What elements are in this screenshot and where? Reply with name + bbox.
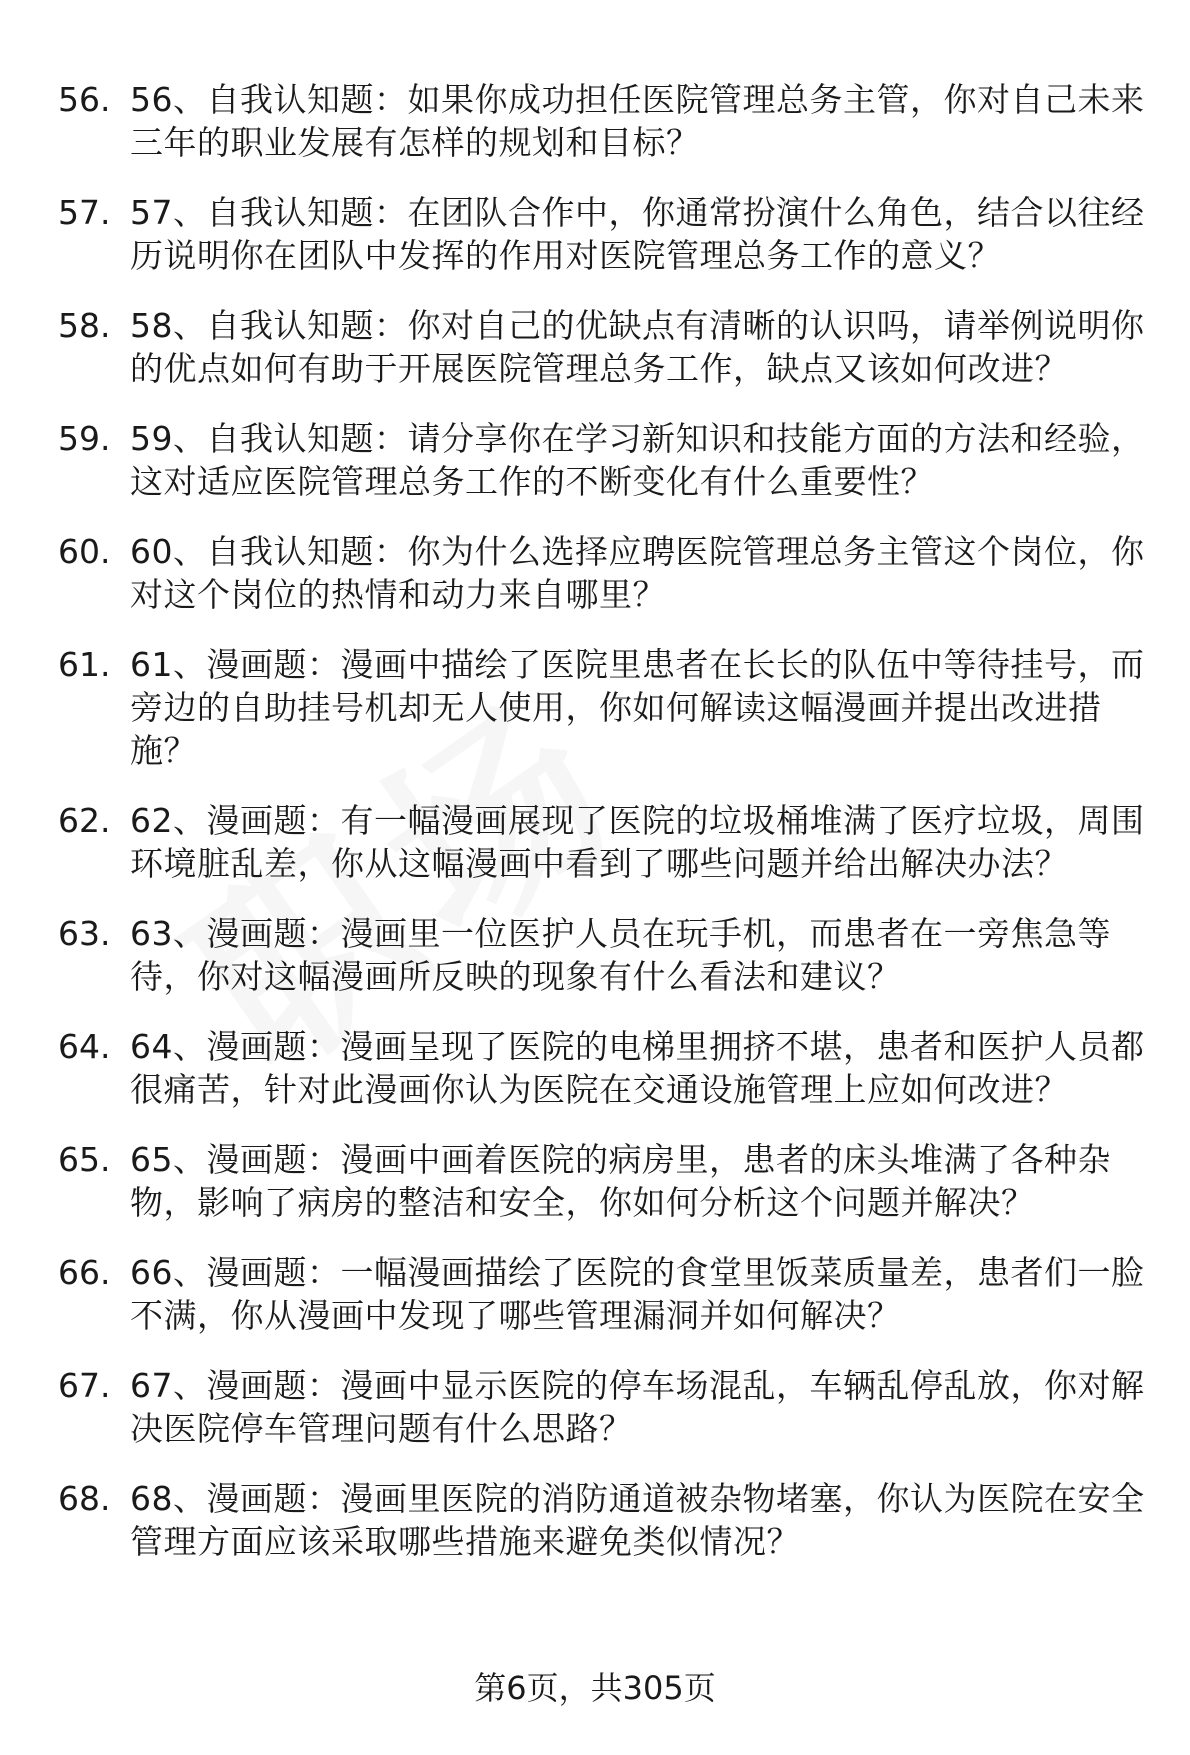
item-text: 61、漫画题：漫画中描绘了医院里患者在长长的队伍中等待挂号，而旁边的自助挂号机却无人使用，你如何解读这幅漫画并提出改进措施？ <box>130 645 1145 770</box>
item-text: 59、自我认知题：请分享你在学习新知识和技能方面的方法和经验，这对适应医院管理总务工作的不断变化有什么重要性？ <box>130 419 1145 501</box>
item-number: 57. <box>58 193 111 232</box>
item-text: 58、自我认知题：你对自己的优缺点有清晰的认识吗，请举例说明你的优点如何有助于开展医院管理总务工作，缺点又该如何改进？ <box>130 306 1145 388</box>
item-text: 67、漫画题：漫画中显示医院的停车场混乱，车辆乱停乱放，你对解决医院停车管理问题有什么思路？ <box>130 1366 1145 1448</box>
item-text: 63、漫画题：漫画里一位医护人员在玩手机，而患者在一旁焦急等待，你对这幅漫画所反映的现象有什么看法和建议？ <box>130 914 1111 996</box>
question-list <box>58 78 1158 1590</box>
item-number: 68. <box>58 1479 111 1518</box>
item-text: 64、漫画题：漫画呈现了医院的电梯里拥挤不堪，患者和医护人员都很痛苦，针对此漫画你认为医院在交通设施管理上应如何改进？ <box>130 1027 1145 1109</box>
list-item <box>58 912 1158 998</box>
item-number: 59. <box>58 419 111 458</box>
list-item <box>58 1138 1158 1224</box>
list-item <box>58 530 1158 616</box>
item-text: 57、自我认知题：在团队合作中，你通常扮演什么角色，结合以往经历说明你在团队中发挥的作用对医院管理总务工作的意义？ <box>130 193 1145 275</box>
item-number: 60. <box>58 532 111 571</box>
list-item <box>58 1364 1158 1450</box>
item-text: 66、漫画题：一幅漫画描绘了医院的食堂里饭菜质量差，患者们一脸不满，你从漫画中发现了哪些管理漏洞并如何解决？ <box>130 1253 1145 1335</box>
list-item <box>58 1025 1158 1111</box>
item-number: 56. <box>58 80 111 119</box>
item-number: 65. <box>58 1140 111 1179</box>
item-text: 65、漫画题：漫画中画着医院的病房里，患者的床头堆满了各种杂物，影响了病房的整洁和安全，你如何分析这个问题并解决？ <box>130 1140 1111 1222</box>
list-item <box>58 417 1158 503</box>
list-item <box>58 78 1158 164</box>
list-item <box>58 1251 1158 1337</box>
list-item <box>58 643 1158 772</box>
page-footer: 第6页，共305页 <box>474 1669 716 1707</box>
list-item <box>58 799 1158 885</box>
item-text: 62、漫画题：有一幅漫画展现了医院的垃圾桶堆满了医疗垃圾，周围环境脏乱差，你从这幅漫画中看到了哪些问题并给出解决办法？ <box>130 801 1145 883</box>
item-number: 58. <box>58 306 111 345</box>
item-number: 63. <box>58 914 111 953</box>
item-number: 64. <box>58 1027 111 1066</box>
item-number: 62. <box>58 801 111 840</box>
item-text: 68、漫画题：漫画里医院的消防通道被杂物堵塞，你认为医院在安全管理方面应该采取哪些措施来避免类似情况？ <box>130 1479 1145 1561</box>
item-number: 66. <box>58 1253 111 1292</box>
list-item <box>58 191 1158 277</box>
item-number: 67. <box>58 1366 111 1405</box>
list-item <box>58 1477 1158 1563</box>
list-item <box>58 304 1158 390</box>
item-number: 61. <box>58 645 111 684</box>
item-text: 56、自我认知题：如果你成功担任医院管理总务主管，你对自己未来三年的职业发展有怎样的规划和目标？ <box>130 80 1145 162</box>
item-text: 60、自我认知题：你为什么选择应聘医院管理总务主管这个岗位，你对这个岗位的热情和动力来自哪里？ <box>130 532 1145 614</box>
